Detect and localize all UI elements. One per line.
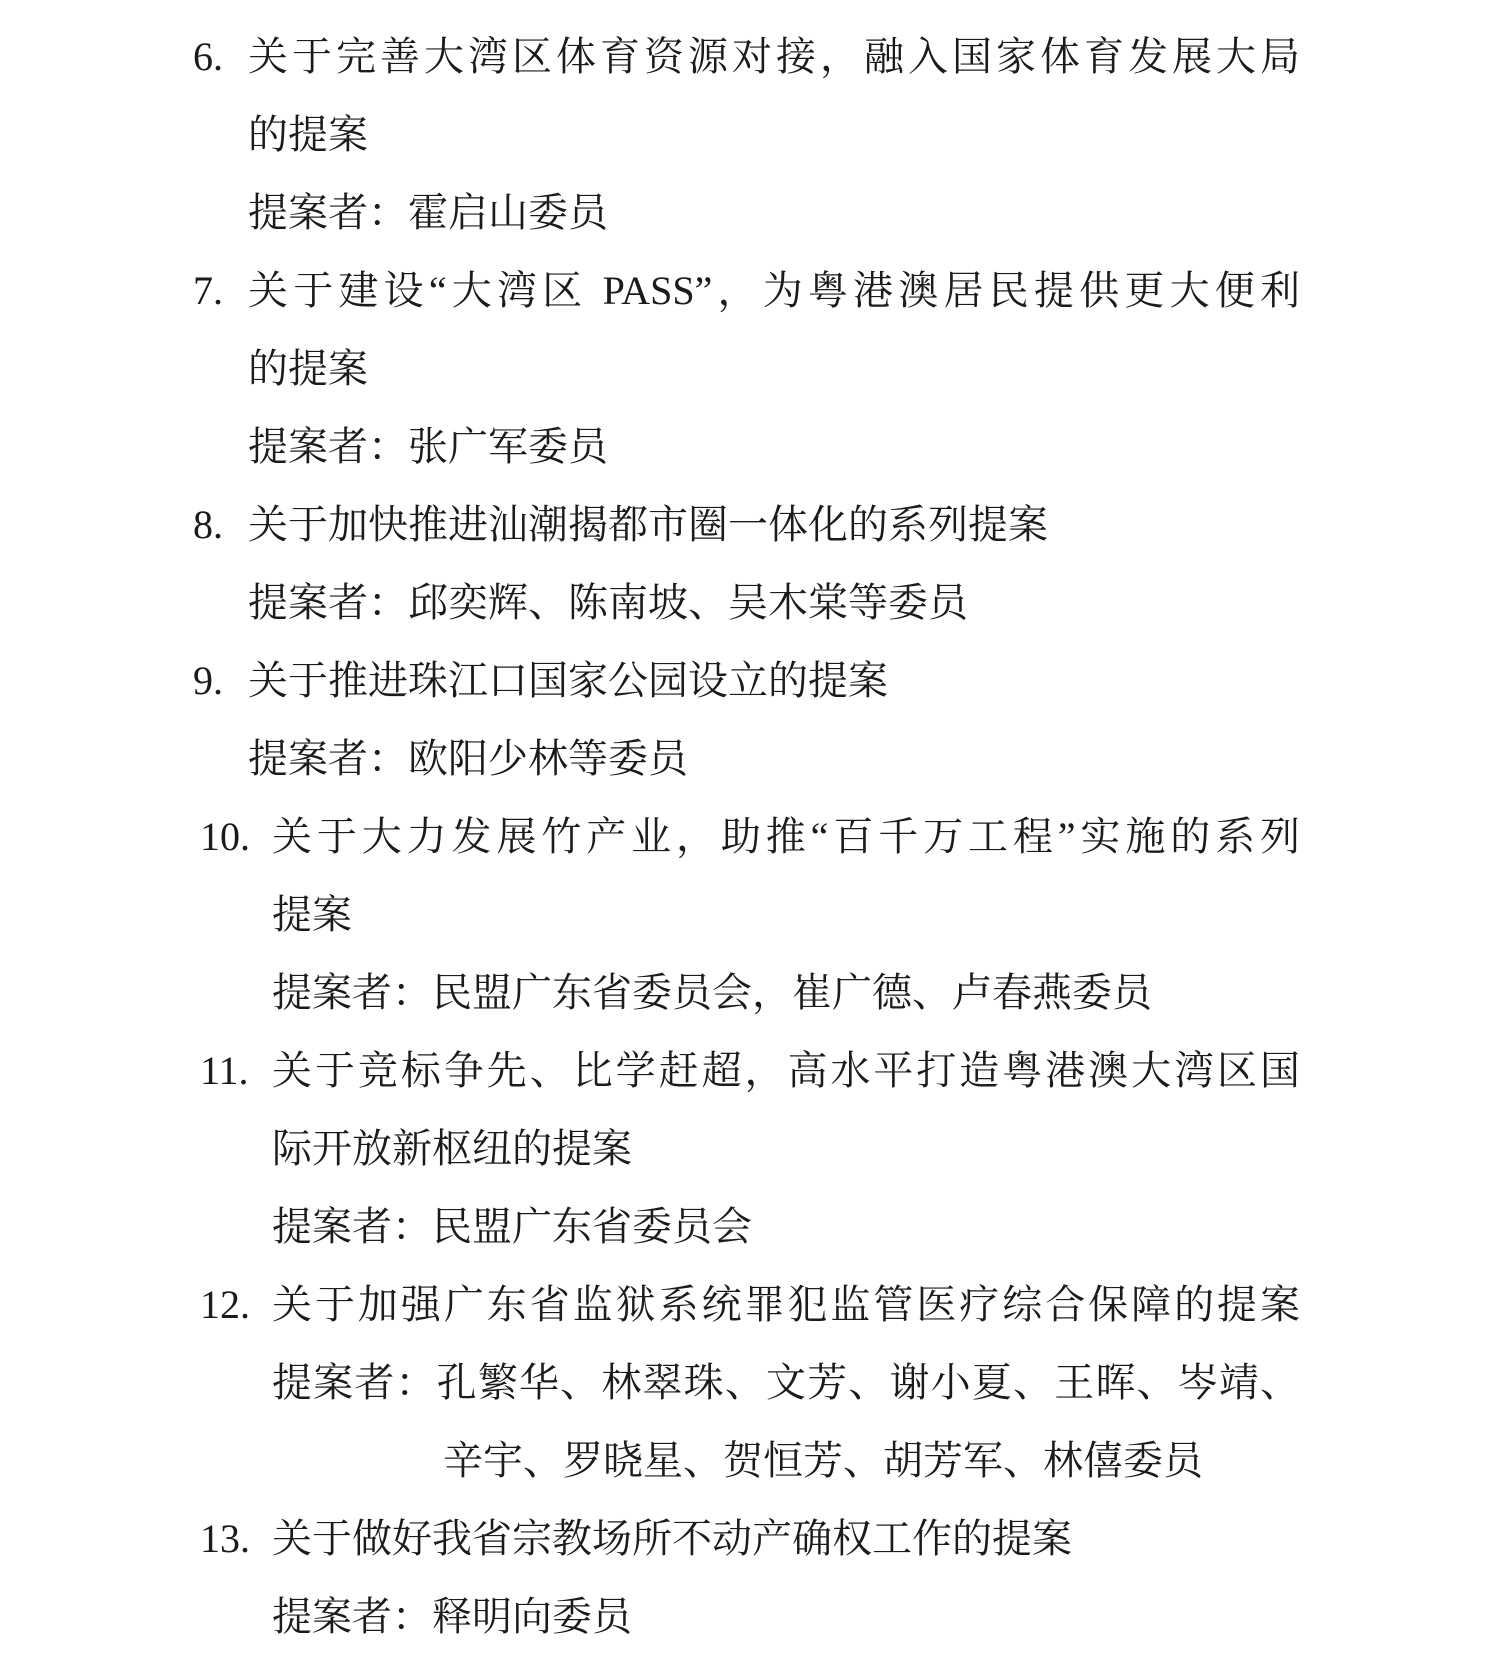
proposal-7-title-line-2: 的提案: [248, 346, 368, 391]
proposal-11-proposer: 提案者：民盟广东省委员会: [272, 1204, 752, 1249]
proposal-6-number: 6.: [193, 34, 223, 79]
proposal-7-title-line-1: [193, 252, 1300, 330]
proposal-10-proposer: 提案者：民盟广东省委员会，崔广德、卢春燕委员: [272, 970, 1152, 1015]
proposal-7-title-text: 关于建设“大湾区 PASS”，为粤港澳居民提供更大便利: [248, 268, 1300, 313]
proposal-11-title-text: 关于竞标争先、比学赶超，高水平打造粤港澳大湾区国: [272, 1048, 1300, 1093]
proposal-8-proposer: 提案者：邱奕辉、陈南坡、吴木棠等委员: [248, 580, 968, 625]
proposal-6-title-text: 关于完善大湾区体育资源对接，融入国家体育发展大局: [248, 34, 1300, 79]
proposal-9-title-line-1: [193, 642, 1300, 720]
proposal-10-number: 10.: [200, 814, 250, 859]
proposal-13-title-line-1: [200, 1500, 1300, 1578]
proposal-10-title-line-2: 提案: [272, 892, 352, 937]
proposal-10-title-text: 关于大力发展竹产业，助推“百千万工程”实施的系列: [272, 814, 1300, 859]
proposal-12-title-text: 关于加强广东省监狱系统罪犯监管医疗综合保障的提案: [272, 1282, 1300, 1327]
proposal-10-title-line-1: [200, 798, 1300, 876]
proposal-8-title-text: 关于加快推进汕潮揭都市圈一体化的系列提案: [248, 502, 1048, 547]
proposal-9-number: 9.: [193, 658, 223, 703]
proposal-11-number: 11.: [200, 1048, 249, 1093]
proposal-6-proposer: 提案者：霍启山委员: [248, 190, 608, 235]
proposal-11-title-line-2: 际开放新枢纽的提案: [272, 1126, 632, 1171]
proposal-8-number: 8.: [193, 502, 223, 547]
proposal-12-title-line-1: [200, 1266, 1300, 1344]
proposal-12-number: 12.: [200, 1282, 250, 1327]
proposal-6-title-line-2: 的提案: [248, 112, 368, 157]
proposal-7-proposer: 提案者：张广军委员: [248, 424, 608, 469]
proposal-12-proposer-line-1: 提案者：孔繁华、林翠珠、文芳、谢小夏、王晖、岑靖、: [272, 1360, 1300, 1405]
proposal-13-proposer: 提案者：释明向委员: [272, 1594, 632, 1639]
proposal-9-proposer: 提案者：欧阳少林等委员: [248, 736, 688, 781]
proposal-12-proposer-line-2: 辛宇、罗晓星、贺恒芳、胡芳军、林僖委员: [443, 1438, 1203, 1483]
proposal-13-title-text: 关于做好我省宗教场所不动产确权工作的提案: [272, 1516, 1072, 1561]
proposal-6-title-line-1: [193, 18, 1300, 96]
proposal-8-title-line-1: [193, 486, 1300, 564]
proposal-11-title-line-1: [200, 1032, 1300, 1110]
proposal-13-number: 13.: [200, 1516, 250, 1561]
proposal-9-title-text: 关于推进珠江口国家公园设立的提案: [248, 658, 888, 703]
proposal-7-number: 7.: [193, 268, 223, 313]
